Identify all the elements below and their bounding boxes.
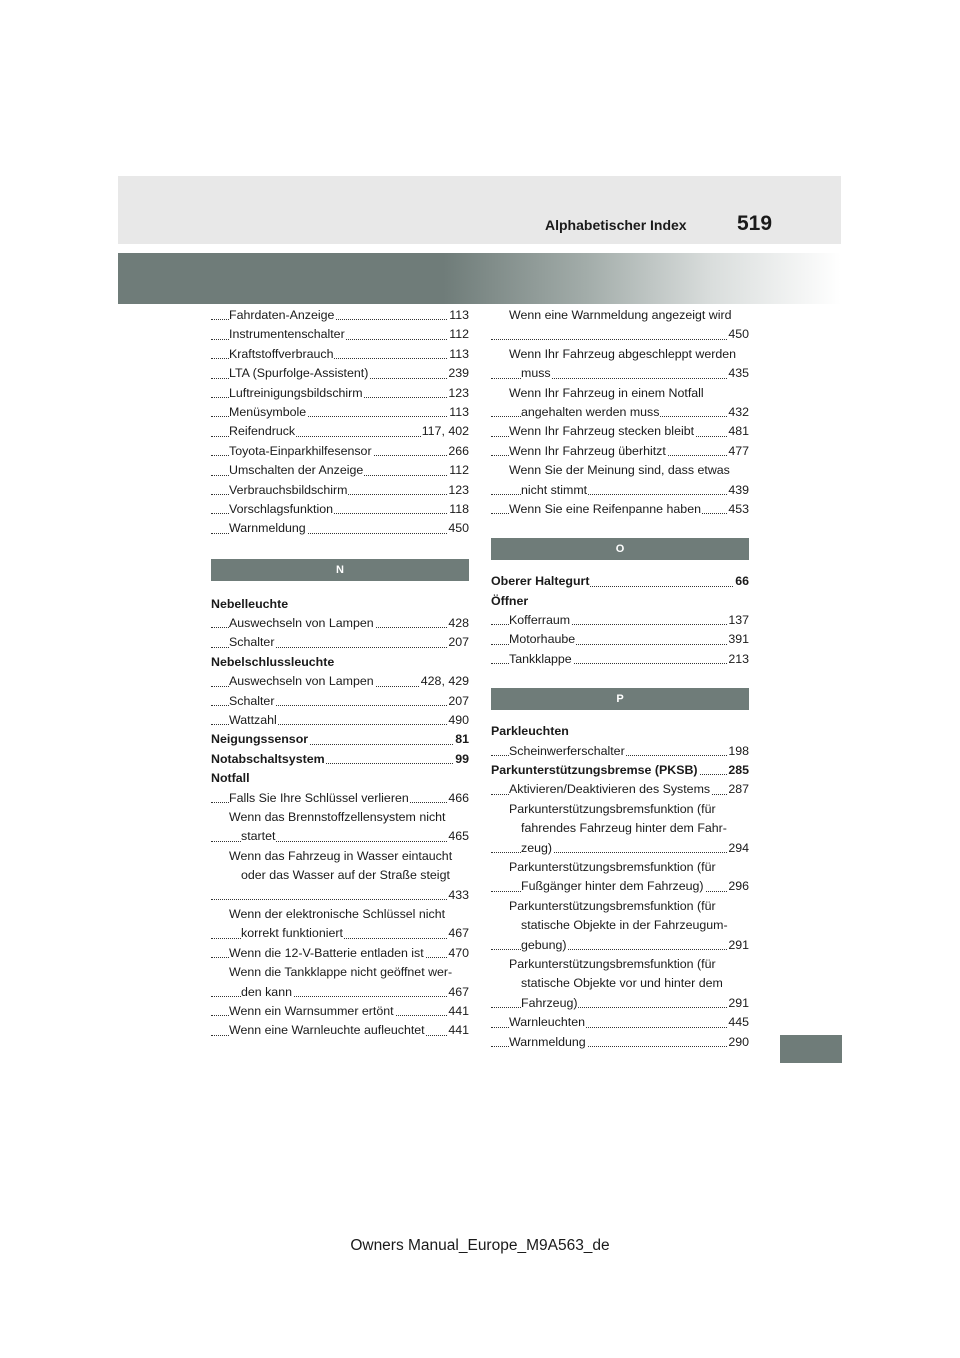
index-entry-page: 453 (727, 500, 749, 519)
letter-heading-p: P (491, 688, 749, 710)
index-entry-page: 466 (447, 789, 469, 808)
index-entry-text: Notabschaltsystem (211, 751, 325, 766)
index-entry-text: Fahrzeug) (521, 995, 578, 1010)
index-entry (491, 442, 749, 461)
index-entry-text: korrekt funktioniert (241, 926, 343, 941)
index-entry (491, 650, 749, 669)
index-entry (211, 711, 469, 730)
index-entry (211, 481, 469, 500)
index-entry-text: Wenn Ihr Fahrzeug stecken bleibt (509, 424, 695, 439)
index-entry (211, 306, 469, 325)
index-entry-text: Parkleuchten (491, 724, 569, 739)
index-entry-text: Oberer Haltegurt (491, 574, 590, 589)
index-entry-text: Reifendruck (229, 424, 296, 439)
index-entry (491, 819, 749, 838)
index-entry-page: 266 (447, 442, 469, 461)
index-entry-page: 112 (448, 461, 469, 480)
index-entry (491, 858, 749, 877)
index-entry-page: 439 (727, 481, 749, 500)
letter-heading-o: O (491, 538, 749, 560)
index-entry-page: 391 (727, 630, 749, 649)
index-entry-page: 99 (454, 750, 469, 769)
index-entry-text: Auswechseln von Lampen (229, 674, 374, 689)
index-entry-text: Tankklappe (509, 651, 572, 666)
index-entry (211, 384, 469, 403)
index-entry-text: Warnleuchten (509, 1015, 585, 1030)
index-entry (211, 595, 469, 614)
index-entry (211, 442, 469, 461)
index-entry (211, 653, 469, 672)
index-entry (211, 730, 469, 749)
index-entry (211, 750, 469, 769)
index-entry-text: nicht stimmt (521, 482, 588, 497)
index-entry (211, 769, 469, 788)
index-entry-text: LTA (Spurfolge-Assistent) (229, 366, 369, 381)
index-entry (211, 461, 469, 480)
index-entry (211, 403, 469, 422)
index-entry-text: Vorschlagsfunktion (229, 501, 334, 516)
page-number: 519 (737, 212, 773, 235)
index-entry (211, 924, 469, 943)
index-entry-text: Toyota-Einparkhilfesensor (229, 443, 372, 458)
index-entry-text: Fahrdaten-Anzeige (229, 308, 335, 322)
index-entry (211, 905, 469, 924)
index-entry (211, 866, 469, 885)
index-entry-page: 290 (727, 1033, 749, 1052)
index-entry (491, 742, 749, 761)
index-entry-text: gebung) (521, 937, 567, 952)
leader-dots (211, 899, 469, 900)
index-entry (491, 955, 749, 974)
index-entry-text: Parkunterstützungsbremsfunktion (für (509, 801, 716, 816)
index-entry-page: 465 (447, 827, 469, 846)
index-entry-page: 470 (447, 944, 469, 963)
index-entry-text: Parkunterstützungsbremsfunktion (für (509, 898, 716, 913)
index-entry-text: Wenn Sie der Meinung sind, dass etwas (509, 463, 730, 478)
index-entry (491, 877, 749, 896)
index-entry-text: Schalter (229, 693, 275, 708)
index-entry-page: 137 (727, 611, 749, 630)
index-entry-page: 435 (727, 364, 749, 383)
index-entry-text: oder das Wasser auf der Straße steigt (241, 868, 450, 883)
index-entry (211, 789, 469, 808)
index-entry (491, 761, 749, 780)
index-entry-text: Wenn Ihr Fahrzeug in einem Notfall (509, 385, 704, 400)
index-entry-text: Wenn Sie eine Reifenpanne haben (509, 501, 701, 516)
index-entry-text: Wenn eine Warnmeldung angezeigt wird (509, 308, 732, 322)
index-entry-text: Parkunterstützungsbremsfunktion (für (509, 859, 716, 874)
index-entry-page: 490 (447, 711, 469, 730)
index-entry-text: fahrendes Fahrzeug hinter dem Fahr- (521, 821, 727, 836)
index-entry-page: 198 (727, 742, 749, 761)
index-entry-page: 66 (734, 572, 749, 591)
index-entry-page: 428, 429 (420, 672, 469, 691)
index-entry-text: Parkunterstützungsbremse (PKSB) (491, 763, 698, 778)
index-entry-text: Wenn eine Warnleuchte aufleuchtet (229, 1023, 425, 1038)
index-entry (211, 1021, 469, 1040)
index-entry-page: 207 (447, 692, 469, 711)
index-entry-page: 287 (727, 780, 749, 799)
chapter-tab (780, 1035, 842, 1063)
index-entry-text: Schalter (229, 635, 275, 650)
index-entry-text: Kraftstoffverbrauch (229, 346, 334, 361)
footer-text: Owners Manual_Europe_M9A563_de (350, 1237, 610, 1254)
index-entry-text (241, 888, 242, 902)
index-entry (211, 692, 469, 711)
index-entry-text: Instrumentenschalter (229, 327, 345, 342)
index-entry-page: 239 (447, 364, 469, 383)
index-entry-page: 294 (727, 839, 749, 858)
index-entry-page: 428 (447, 614, 469, 633)
index-entry-page: 81 (454, 730, 469, 749)
index-entry (211, 325, 469, 344)
leader-dots (491, 339, 749, 340)
index-entry (491, 630, 749, 649)
index-entry (491, 481, 749, 500)
index-entry (491, 500, 749, 519)
index-entry (491, 572, 749, 591)
index-entry-page: 123 (447, 481, 469, 500)
index-entry (491, 325, 749, 344)
index-entry (491, 897, 749, 916)
index-entry-text: Wenn das Brennstoffzellensystem nicht (229, 809, 446, 824)
index-entry-text: Warnmeldung (509, 1034, 586, 1049)
index-entry-page: 441 (447, 1021, 469, 1040)
index-entry-page: 432 (727, 403, 749, 422)
index-entry-text: Warnmeldung (229, 521, 306, 536)
index-entry-page: 445 (727, 1013, 749, 1032)
index-entry (211, 963, 469, 982)
index-entry-text: Motorhaube (509, 632, 576, 647)
index-entry-text: Öffner (491, 593, 529, 608)
index-entry (491, 936, 749, 955)
index-entry-text: Luftreinigungsbildschirm (229, 385, 363, 400)
index-entry-text: statische Objekte vor und hinter dem (521, 976, 723, 991)
index-entry-page: 291 (727, 994, 749, 1013)
index-entry (211, 633, 469, 652)
index-entry-page: 291 (727, 936, 749, 955)
index-entry-text: Verbrauchsbildschirm (229, 482, 348, 497)
index-entry (491, 422, 749, 441)
index-entry-text: Nebelleuchte (211, 596, 289, 611)
index-entry-text: Wattzahl (229, 713, 277, 728)
index-entry-page: 118 (448, 500, 469, 519)
index-entry-page: 296 (727, 877, 749, 896)
index-entry-text: Aktivieren/Deaktivieren des Systems (509, 782, 711, 797)
index-entry-page: 450 (447, 519, 469, 538)
index-entry-text: Wenn die Tankklappe nicht geöffnet wer- (229, 965, 453, 980)
index-entry (211, 1002, 469, 1021)
index-entry-text: angehalten werden muss (521, 404, 660, 419)
header-gradient-bar (118, 253, 841, 304)
index-entry-page: 113 (448, 403, 469, 422)
index-entry-text: statische Objekte in der Fahrzeugum- (521, 918, 728, 933)
index-entry (491, 611, 749, 630)
index-entry-text: den kann (241, 984, 292, 999)
index-entry-page: 433 (447, 886, 469, 905)
index-entry-page: 123 (447, 384, 469, 403)
index-entry-text: Umschalten der Anzeige (229, 463, 364, 478)
index-entry (491, 364, 749, 383)
index-entry (491, 306, 749, 325)
index-entry-text: Parkunterstützungsbremsfunktion (für (509, 956, 716, 971)
index-entry-page: 113 (448, 306, 469, 325)
index-entry-page: 113 (448, 345, 469, 364)
index-entry-text: Nebelschlussleuchte (211, 654, 335, 669)
index-entry-text (521, 327, 522, 341)
index-entry-text: Wenn das Fahrzeug in Wasser eintaucht (229, 848, 453, 863)
index-entry-text: Falls Sie Ihre Schlüssel verlieren (229, 790, 409, 805)
index-entry (211, 847, 469, 866)
index-entry (211, 519, 469, 538)
index-entry (491, 916, 749, 935)
index-entry-page: 467 (447, 924, 469, 943)
index-entry-text: Neigungssensor (211, 732, 309, 747)
index-entry (211, 500, 469, 519)
index-entry (491, 994, 749, 1013)
index-entry (211, 944, 469, 963)
index-entry (211, 614, 469, 633)
index-entry-page: 112 (448, 325, 469, 344)
index-entry-page: 467 (447, 983, 469, 1002)
index-entry-text: Wenn Ihr Fahrzeug abgeschleppt werden (509, 346, 737, 361)
index-entry-text: Kofferraum (509, 613, 571, 628)
index-entry (491, 461, 749, 480)
index-entry-page: 285 (727, 761, 749, 780)
index-entry-text: Fußgänger hinter dem Fahrzeug) (521, 879, 704, 894)
index-entry-page: 117, 402 (421, 422, 469, 441)
index-entry-text: Scheinwerferschalter (509, 743, 625, 758)
index-entry (491, 592, 749, 611)
index-entry (491, 839, 749, 858)
index-column-left (211, 306, 469, 1041)
index-entry-text: Notfall (211, 771, 250, 786)
index-entry (211, 672, 469, 691)
index-entry-text: Wenn Ihr Fahrzeug überhitzt (509, 443, 666, 458)
index-entry-page: 207 (447, 633, 469, 652)
index-entry-text: startet (241, 829, 276, 844)
index-entry-text: Wenn der elektronische Schlüssel nicht (229, 906, 446, 921)
index-entry (491, 722, 749, 741)
index-entry-text: Auswechseln von Lampen (229, 616, 374, 631)
index-entry (211, 808, 469, 827)
index-entry (491, 1033, 749, 1052)
index-entry (211, 886, 469, 905)
index-entry (211, 983, 469, 1002)
index-entry (491, 345, 749, 364)
index-entry (211, 827, 469, 846)
index-entry-page: 441 (447, 1002, 469, 1021)
index-entry (491, 800, 749, 819)
header-band (118, 176, 841, 244)
index-entry-page: 213 (727, 650, 749, 669)
index-entry (211, 345, 469, 364)
index-entry (491, 1013, 749, 1032)
index-entry-page: 481 (727, 422, 749, 441)
index-entry-page: 477 (727, 442, 749, 461)
index-entry (211, 422, 469, 441)
index-entry-page: 450 (727, 325, 749, 344)
index-entry-text: muss (521, 366, 551, 381)
index-entry-text: zeug) (521, 840, 552, 855)
index-entry (211, 364, 469, 383)
index-column-right (491, 306, 749, 1052)
index-entry-text: Menüsymbole (229, 404, 307, 419)
letter-heading-n: N (211, 559, 469, 581)
index-entry-text: Wenn die 12-V-Batterie entladen ist (229, 945, 424, 960)
index-entry (491, 780, 749, 799)
index-entry (491, 403, 749, 422)
index-entry-text: Wenn ein Warnsummer ertönt (229, 1003, 394, 1018)
index-entry (491, 974, 749, 993)
section-title: Alphabetischer Index (545, 217, 687, 233)
index-entry (491, 384, 749, 403)
